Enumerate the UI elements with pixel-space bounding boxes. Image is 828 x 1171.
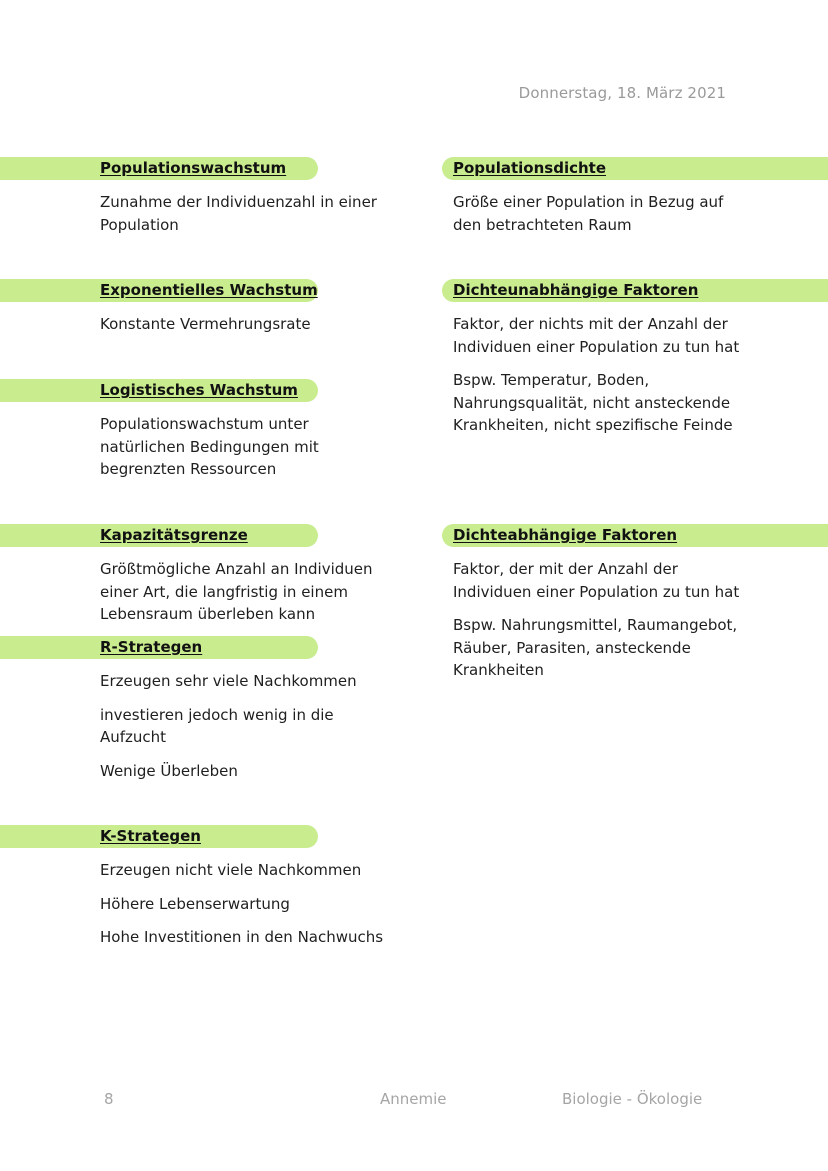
body-line: Bspw. Nahrungsmittel, Raumangebot, Räuber, Parasiten, ansteckende Krankheiten <box>453 616 738 679</box>
body-line: Faktor, der mit der Anzahl der Individuen einer Population zu tun hat <box>453 560 740 601</box>
section-body <box>100 191 390 247</box>
body-line: Erzeugen sehr viele Nachkommen <box>100 672 357 690</box>
section-heading: Dichteunabhängige Faktoren <box>453 281 699 299</box>
body-line: Populationswachstum unter natürlichen Bedingungen mit begrenzten Ressourcen <box>100 415 319 478</box>
section-body <box>100 313 390 347</box>
body-line: Bspw. Temperatur, Boden, Nahrungsqualität, nicht ansteckende Krankheiten, nicht spezifische Feinde <box>453 371 733 434</box>
section-heading: Kapazitätsgrenze <box>100 526 248 544</box>
body-line: Größtmögliche Anzahl an Individuen einer Art, die langfristig in einem Lebensraum überleben kann <box>100 560 373 623</box>
body-line: Faktor, der nichts mit der Anzahl der Individuen einer Population zu tun hat <box>453 315 740 356</box>
body-line: Größe einer Population in Bezug auf den betrachteten Raum <box>453 193 724 234</box>
page-date: Donnerstag, 18. März 2021 <box>518 84 726 102</box>
section-heading: Populationsdichte <box>453 159 606 177</box>
body-line: Hohe Investitionen in den Nachwuchs <box>100 928 384 946</box>
body-line: Höhere Lebenserwartung <box>100 894 290 913</box>
body-line: Wenige Überleben <box>100 761 238 780</box>
section-heading: K-Strategen <box>100 827 201 845</box>
body-line: Konstante Vermehrungsrate <box>100 315 311 333</box>
section-heading: Exponentielles Wachstum <box>100 281 318 299</box>
section-body <box>100 558 390 637</box>
section-body <box>453 191 743 247</box>
section-body <box>453 558 743 693</box>
footer-subject: Biologie - Ökologie <box>562 1090 703 1108</box>
footer-page-number: 8 <box>104 1090 114 1108</box>
footer-author: Annemie <box>380 1090 447 1108</box>
body-line: Erzeugen nicht viele Nachkommen <box>100 861 362 879</box>
section-heading: Logistisches Wachstum <box>100 381 298 399</box>
section-body <box>100 413 390 492</box>
section-body <box>100 670 390 793</box>
section-heading: Dichteabhängige Faktoren <box>453 526 678 544</box>
body-line: Zunahme der Individuenzahl in einer Population <box>100 193 377 234</box>
section-heading: R-Strategen <box>100 638 203 656</box>
section-body <box>453 313 743 448</box>
body-line: investieren jedoch wenig in die Aufzucht <box>100 705 334 746</box>
section-heading: Populationswachstum <box>100 159 287 177</box>
section-body <box>100 859 390 960</box>
